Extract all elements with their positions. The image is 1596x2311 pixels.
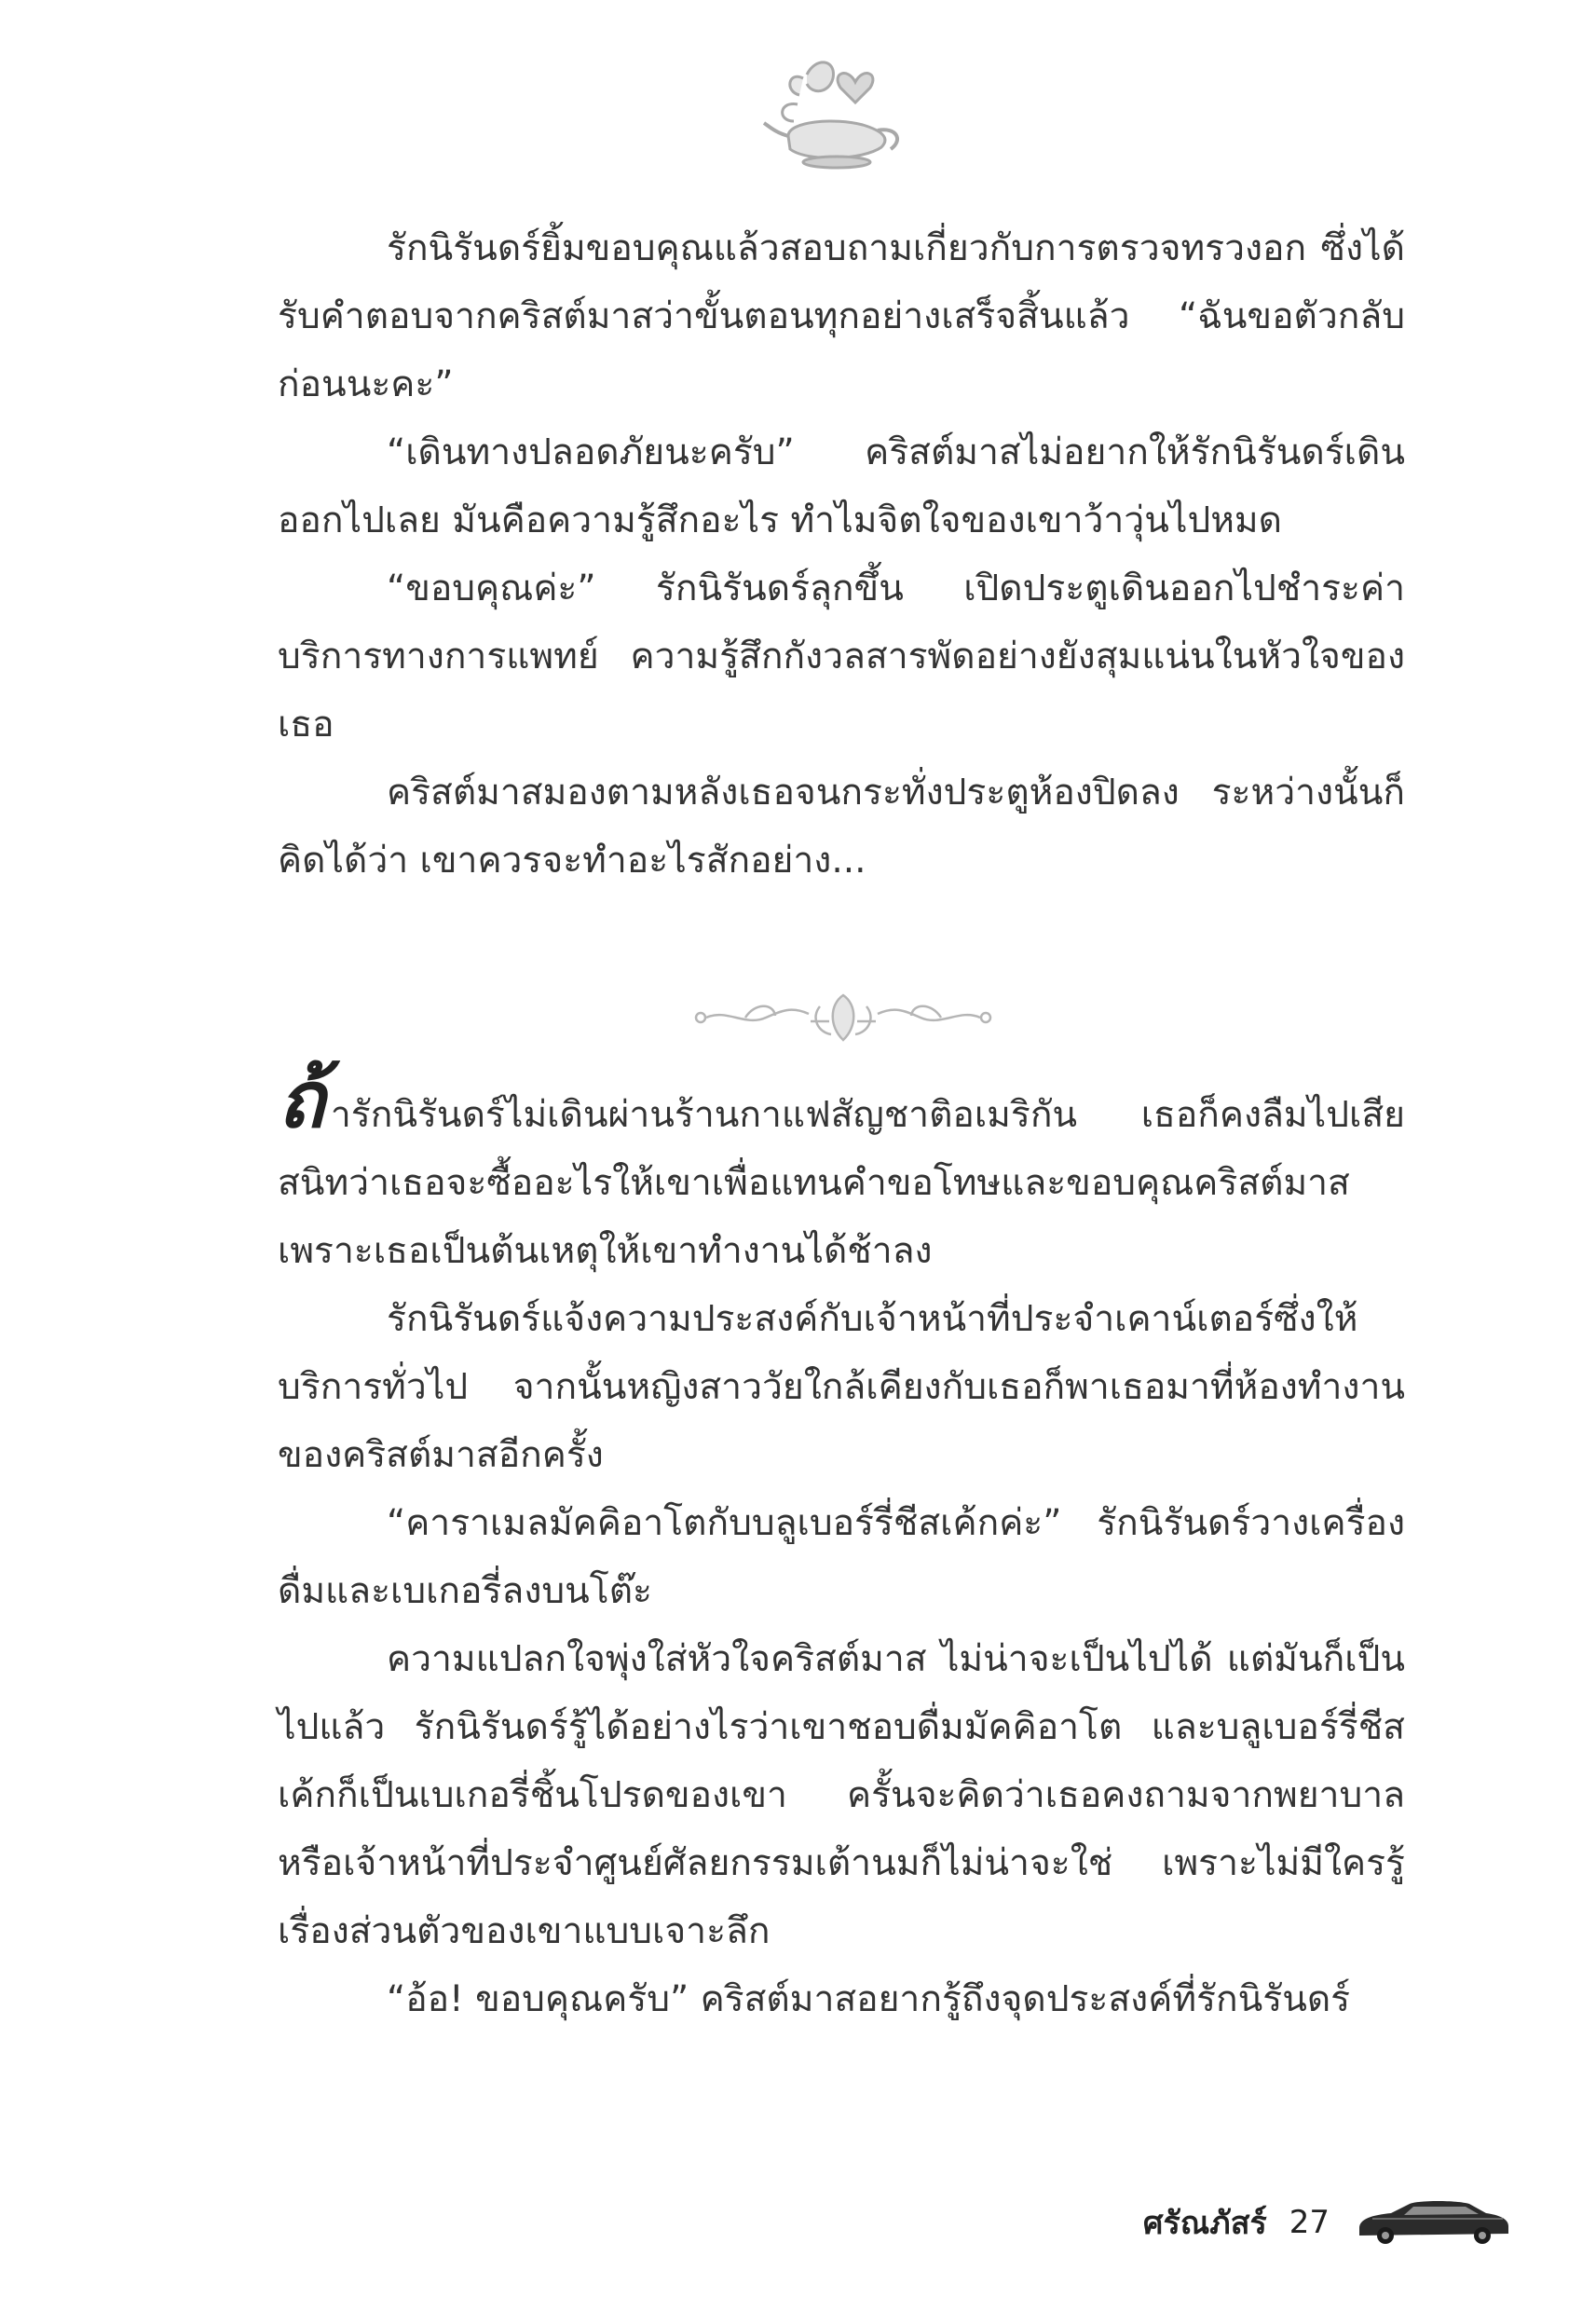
page-footer xyxy=(1143,2190,1512,2255)
paragraph: รักนิรันดร์ยิ้มขอบคุณแล้วสอบถามเกี่ยวกับการตรวจทรวงอก ซึ่งได้รับคำตอบจากคริสต์มาสว่าขั้นตอนทุกอย่างเสร็จสิ้นแล้ว “ฉันขอตัวกลับก่อนนะคะ” xyxy=(278,227,1405,405)
floral-flourish-divider-icon xyxy=(689,990,997,1046)
paragraph: คริสต์มาสมองตามหลังเธอจนกระทั่งประตูห้องปิดลง ระหว่างนั้นก็คิดได้ว่า เขาควรจะทำอะไรสักอย่าง... xyxy=(278,772,1405,882)
text-block-1 xyxy=(278,214,1405,895)
paragraph: “คาราเมลมัคคิอาโตกับบลูเบอร์รี่ชีสเค้กค่ะ” รักนิรันดร์วางเครื่องดื่มและเบเกอรี่ลงบนโต๊ะ xyxy=(278,1502,1405,1612)
paragraph-with-dropcap xyxy=(278,1054,1405,1285)
paragraph: ความแปลกใจพุ่งใส่หัวใจคริสต์มาส ไม่น่าจะเป็นไปได้ แต่มันก็เป็นไปแล้ว รักนิรันดร์รู้ได้อย่างไรว่าเขาชอบดื่มมัคคิอาโต และบลูเบอร์รี่ชีสเค้กก็เป็นเบเกอรี่ชิ้นโปรดของเขา ครั้นจะคิดว่าเธอคงถามจากพยาบาลหรือเจ้าหน้าที่ประจำศูนย์ศัลยกรรมเต้านมก็ไม่น่าจะใช่ เพราะไม่มีใครรู้เรื่องส่วนตัวของเขาแบบเจาะลึก xyxy=(278,1638,1405,1952)
footer-author: ศรัณภัสร์ xyxy=(1142,2205,1267,2242)
paragraph-text: ารักนิรันดร์ไม่เดินผ่านร้านกาแฟสัญชาติอเมริกัน เธอก็คงลืมไปเสียสนิทว่าเธอจะซื้ออะไรให้เขาเพื่อแทนคำขอโทษและขอบคุณคริสต์มาส เพราะเธอเป็นต้นเหตุให้เขาทำงานได้ช้าลง xyxy=(278,1094,1405,1272)
paragraph: “อ้อ! ขอบคุณครับ” คริสต์มาสอยากรู้ถึงจุดประสงค์ที่รักนิรันดร์ xyxy=(387,1978,1351,2020)
page-number: 27 xyxy=(1289,2204,1330,2241)
paragraph: “เดินทางปลอดภัยนะครับ” คริสต์มาสไม่อยากให้รักนิรันดร์เดินออกไปเลย มันคือความรู้สึกอะไร ทำไมจิตใจของเขาว้าวุ่นไปหมด xyxy=(278,431,1405,541)
teapot-cupid-ornament-icon xyxy=(751,47,919,177)
text-block-2 xyxy=(278,1054,1405,2033)
paragraph: รักนิรันดร์แจ้งความประสงค์กับเจ้าหน้าที่ประจำเคาน์เตอร์ซึ่งให้บริการทั่วไป จากนั้นหญิงสาววัยใกล้เคียงกับเธอก็พาเธอมาที่ห้องทำงานของคริสต์มาสอีกครั้ง xyxy=(278,1298,1405,1476)
paragraph: “ขอบคุณค่ะ” รักนิรันดร์ลุกขึ้น เปิดประตูเดินออกไปชำระค่าบริการทางการแพทย์ ความรู้สึกกังวลสารพัดอย่างยังสุมแน่นในหัวใจของเธอ xyxy=(278,567,1405,745)
limousine-car-icon xyxy=(1354,2191,1512,2254)
dropcap: ถ้ xyxy=(278,1054,325,1145)
